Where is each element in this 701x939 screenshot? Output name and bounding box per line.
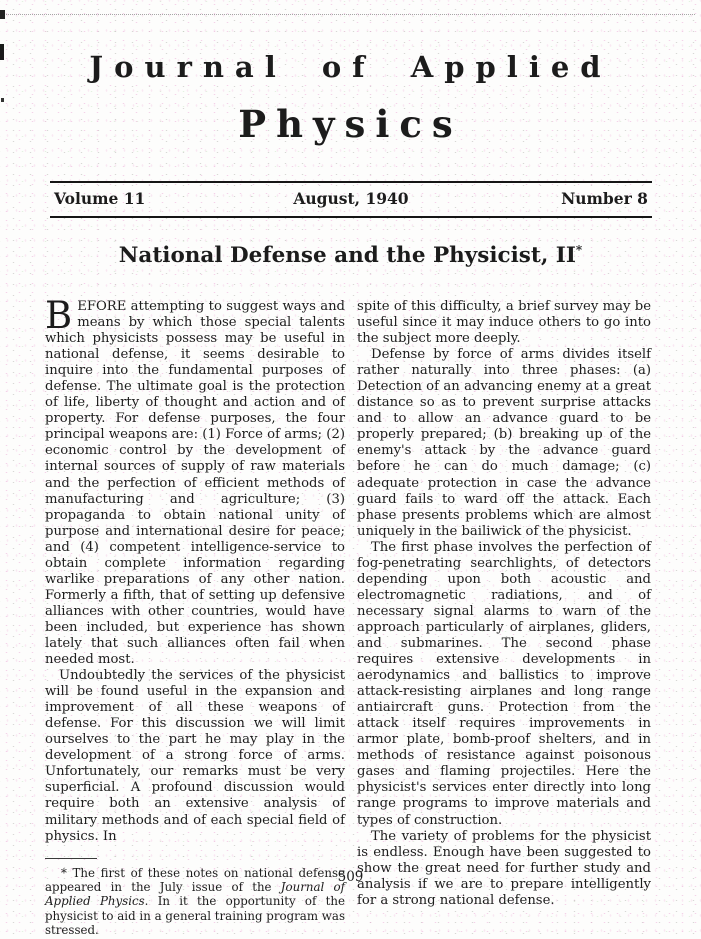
scan-artifact xyxy=(0,10,5,19)
article-paragraph: The first phase involves the perfection of fog-penetrating searchlights, of detectors depending upon both acoustic and electromagnetic radiations, and of necessary signal alarms to warn of the approach particularly of airplanes, gliders, and submarines. The second phase requires extensive developments in aerodynamics and ballistics to improve attack-resisting airplanes and long range antiaircraft guns. Protection from the attack itself requires improvements in armor plate, bomb-proof shelters, and in methods of resistance against poisonous gases and flaming projectiles. Here the physicist's services enter directly into long range programs to improve materials and types of construction. xyxy=(357,539,651,828)
footnote-marker: * xyxy=(61,865,67,880)
article-paragraph: The variety of problems for the physicist is endless. Enough have been suggested to show the great need for further study and analysis if we are to prepare intelligently for a strong national defense. xyxy=(357,828,651,908)
footnote-text: . In it the opportunity of the physicist to aid in a general training program was stressed. xyxy=(45,894,345,938)
drop-cap-letter: B xyxy=(45,294,73,337)
footnote-journal-name: Journal of Applied Physics xyxy=(45,880,345,909)
title-footnote-asterisk: * xyxy=(575,243,583,257)
journal-masthead-line1: Journal of Applied xyxy=(89,50,612,84)
article-title-text: National Defense and the Physicist, II xyxy=(118,243,576,269)
article-paragraph xyxy=(45,294,345,668)
paragraph-text: attempting to suggest ways and means by which those special talents which physicists possess may be useful in national defense, it seems desirable to inquire into the fundamental purposes of defense. The ultimate goal is the protection of life, liberty of thought and action and of property. For defense purposes, the four principal weapons are: (1) Force of arms; (2) economic control by the development of internal sources of supply of raw materials and the perfection of efficient methods of manufacturing and agriculture; (3) propaganda to obtain national unity of purpose and international desire for peace; and (4) competent intelligence-service to obtain complete information regarding warlike preparations of any other nation. Formerly a fifth, that of setting up defensive alliances with other countries, would have been included, but experience has shown lately that such alliances often fail when needed most. xyxy=(45,299,345,668)
article-paragraph: Undoubtedly the services of the physicist will be found useful in the expansion and improvement of all these weapons of defense. For this discussion we will limit ourselves to the part he may play in the development of a strong force of arms. Unfortunately, our remarks must be very superficial. A profound discussion would require both an extensive analysis of military methods and of each special field of physics. In xyxy=(45,668,345,844)
journal-masthead-line2: Physics xyxy=(238,102,463,146)
footnote-text: The first of these notes on national defense appeared in the July issue of the xyxy=(45,865,345,894)
footnote-separator xyxy=(45,858,97,859)
issue-date: August, 1940 xyxy=(293,189,409,208)
article-title xyxy=(0,243,701,268)
article-paragraph: spite of this difficulty, a brief survey may be useful since it may induce others to go into the subject more deeply. xyxy=(357,299,651,347)
two-column-body xyxy=(45,294,651,938)
lead-caps: EFORE xyxy=(77,299,127,314)
scan-edge-dotted-line xyxy=(6,14,695,15)
volume-label: Volume 11 xyxy=(54,189,146,208)
issue-number: Number 8 xyxy=(561,189,648,208)
volume-bar xyxy=(50,181,652,218)
article-paragraph: Defense by force of arms divides itself rather naturally into three phases: (a) Detection of an advancing enemy at a great distance so as to prevent surprise attacks and to allow an advance guard to be properly prepared; (b) breaking up of the enemy's attack by the advance guard before he can do much damage; (c) adequate protection in case the advance guard fails to ward off the attack. Each phase presents problems which are almost uniquely in the bailiwick of the physicist. xyxy=(357,347,651,539)
page-number: 509 xyxy=(337,869,364,885)
left-column xyxy=(45,294,345,938)
right-column xyxy=(357,299,651,938)
